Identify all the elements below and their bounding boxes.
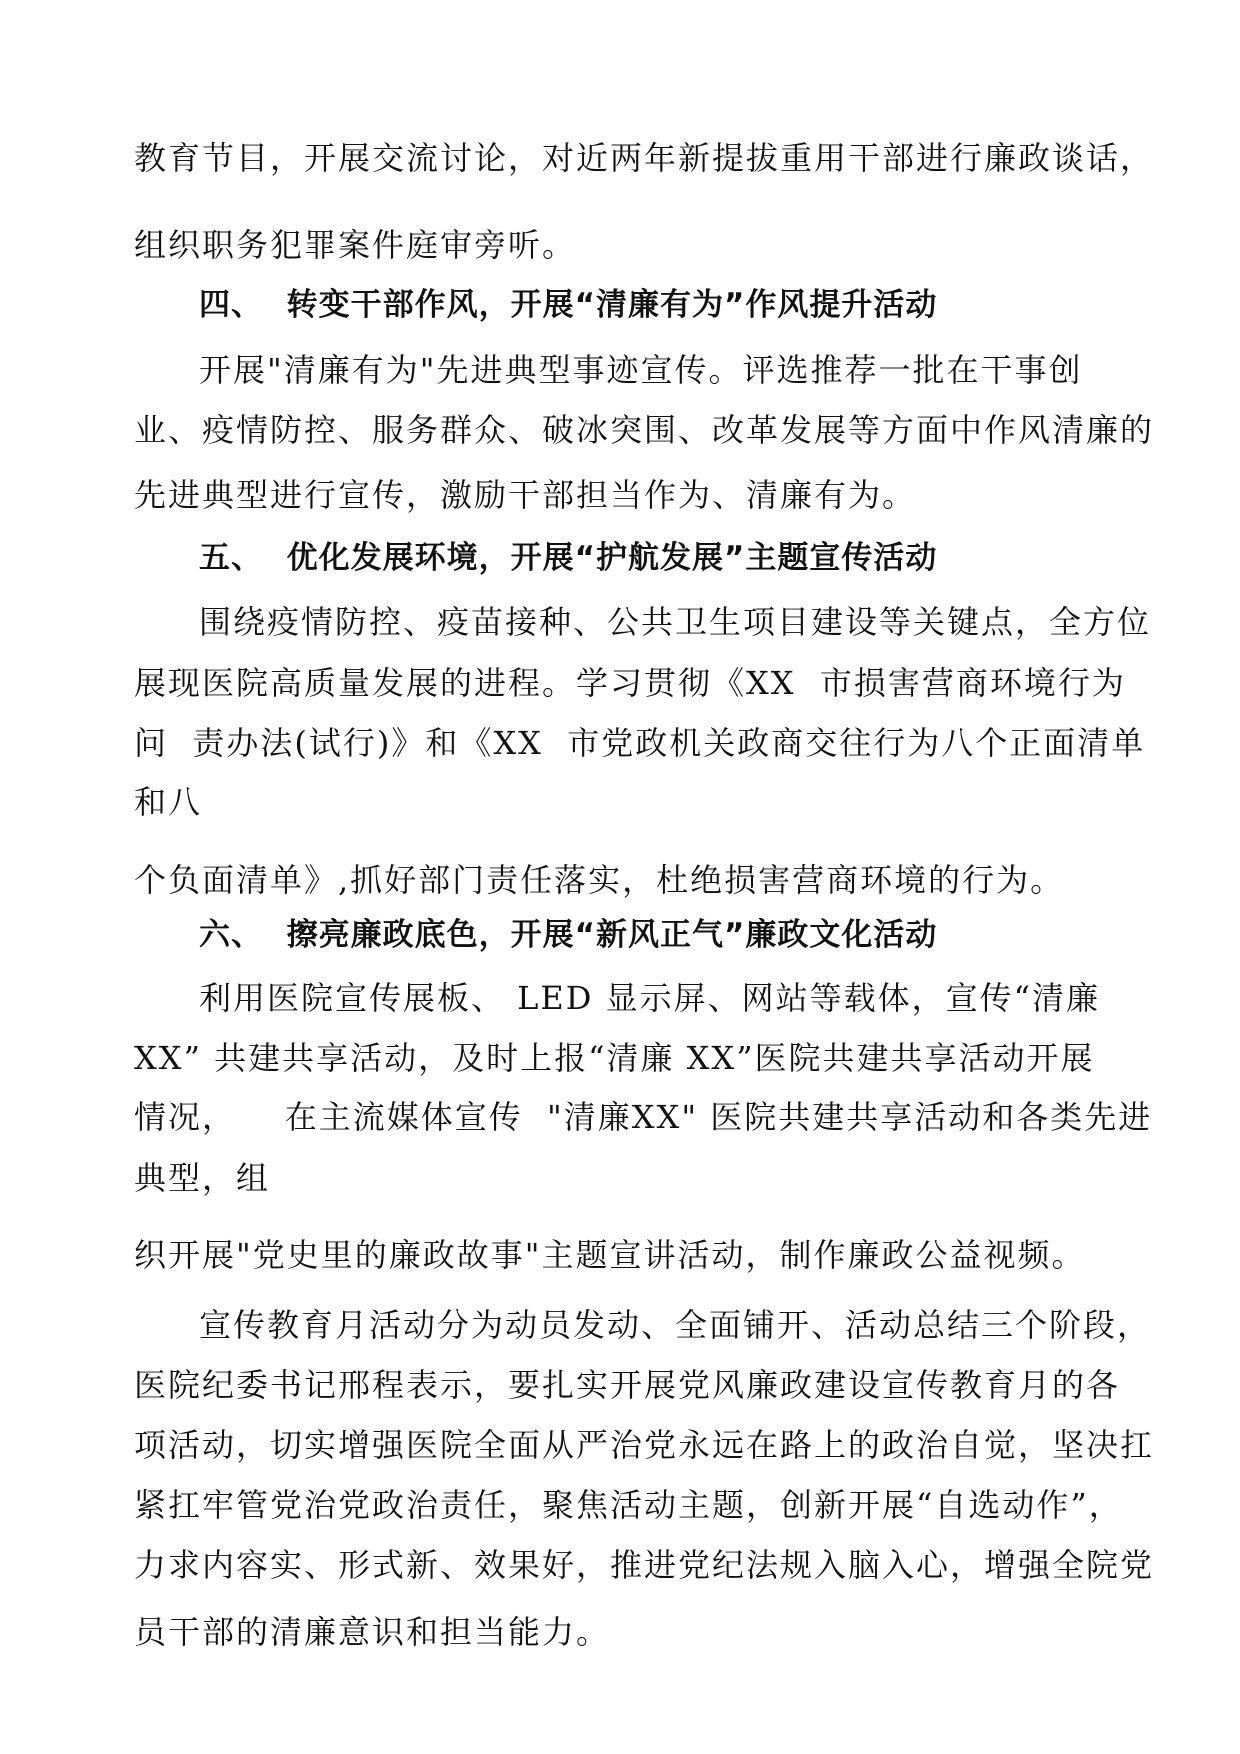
paragraph-line: 员干部的清廉意识和担当能力。	[134, 1613, 611, 1651]
paragraph-line: 教育节目，开展交流讨论，对近两年新提拔重用干部进行廉政谈话，	[134, 139, 1155, 177]
paragraph-line: 开展"清廉有为"先进典型事迹宣传。评选推荐一批在干事创	[199, 351, 1083, 389]
paragraph-line: 个负面清单》,抓好部门责任落实，杜绝损害营商环境的行为。	[134, 861, 1065, 899]
paragraph-line: 织开展"党史里的廉政故事"主题宣讲活动，制作廉政公益视频。	[134, 1236, 1086, 1274]
paragraph-line: 业、疫情防控、服务群众、破冰突围、改革发展等方面中作风清廉的	[134, 411, 1155, 449]
paragraph-line: XX” 共建共享活动，及时上报“清廉 XX”医院共建共享活动开展	[134, 1039, 1095, 1077]
paragraph-line: 紧扛牢管党治党政治责任，聚焦活动主题，创新开展“自选动作”，	[134, 1486, 1123, 1524]
paragraph-line: 宣传教育月活动分为动员发动、全面铺开、活动总结三个阶段，	[199, 1306, 1152, 1344]
paragraph-line: 先进典型进行宣传，激励干部担当作为、清廉有为。	[134, 476, 917, 514]
paragraph-line: 和八	[134, 783, 203, 821]
paragraph-line: 情况， 在主流媒体宣传 "清廉XX" 医院共建共享活动和各类先进	[134, 1098, 1153, 1136]
paragraph-line: 医院纪委书记邢程表示，要扎实开展党风廉政建设宣传教育月的各	[134, 1366, 1121, 1404]
section-heading-4: 四、 转变干部作风，开展“清廉有为”作风提升活动	[199, 287, 938, 323]
paragraph-line: 展现医院高质量发展的进程。学习贯彻《XX 市损害营商环境行为	[134, 664, 1126, 702]
paragraph-line: 利用医院宣传展板、 LED 显示屏、网站等载体，宣传“清廉	[199, 979, 1100, 1017]
paragraph-line: 项活动，切实增强医院全面从严治党永远在路上的政治自觉，坚决扛	[134, 1426, 1155, 1464]
section-heading-5: 五、 优化发展环境，开展“护航发展”主题宣传活动	[199, 540, 938, 576]
paragraph-line: 围绕疫情防控、疫苗接种、公共卫生项目建设等关键点，全方位	[199, 603, 1152, 641]
paragraph-line: 典型，组	[134, 1159, 271, 1197]
section-heading-6: 六、 擦亮廉政底色，开展“新风正气”廉政文化活动	[199, 917, 938, 953]
paragraph-line: 问 责办法(试行)》和《XX 市党政机关政商交往行为八个正面清单	[134, 724, 1146, 762]
paragraph-line: 力求内容实、形式新、效果好，推进党纪法规入脑入心，增强全院党	[134, 1546, 1155, 1584]
paragraph-line: 组织职务犯罪案件庭审旁听。	[134, 226, 577, 264]
